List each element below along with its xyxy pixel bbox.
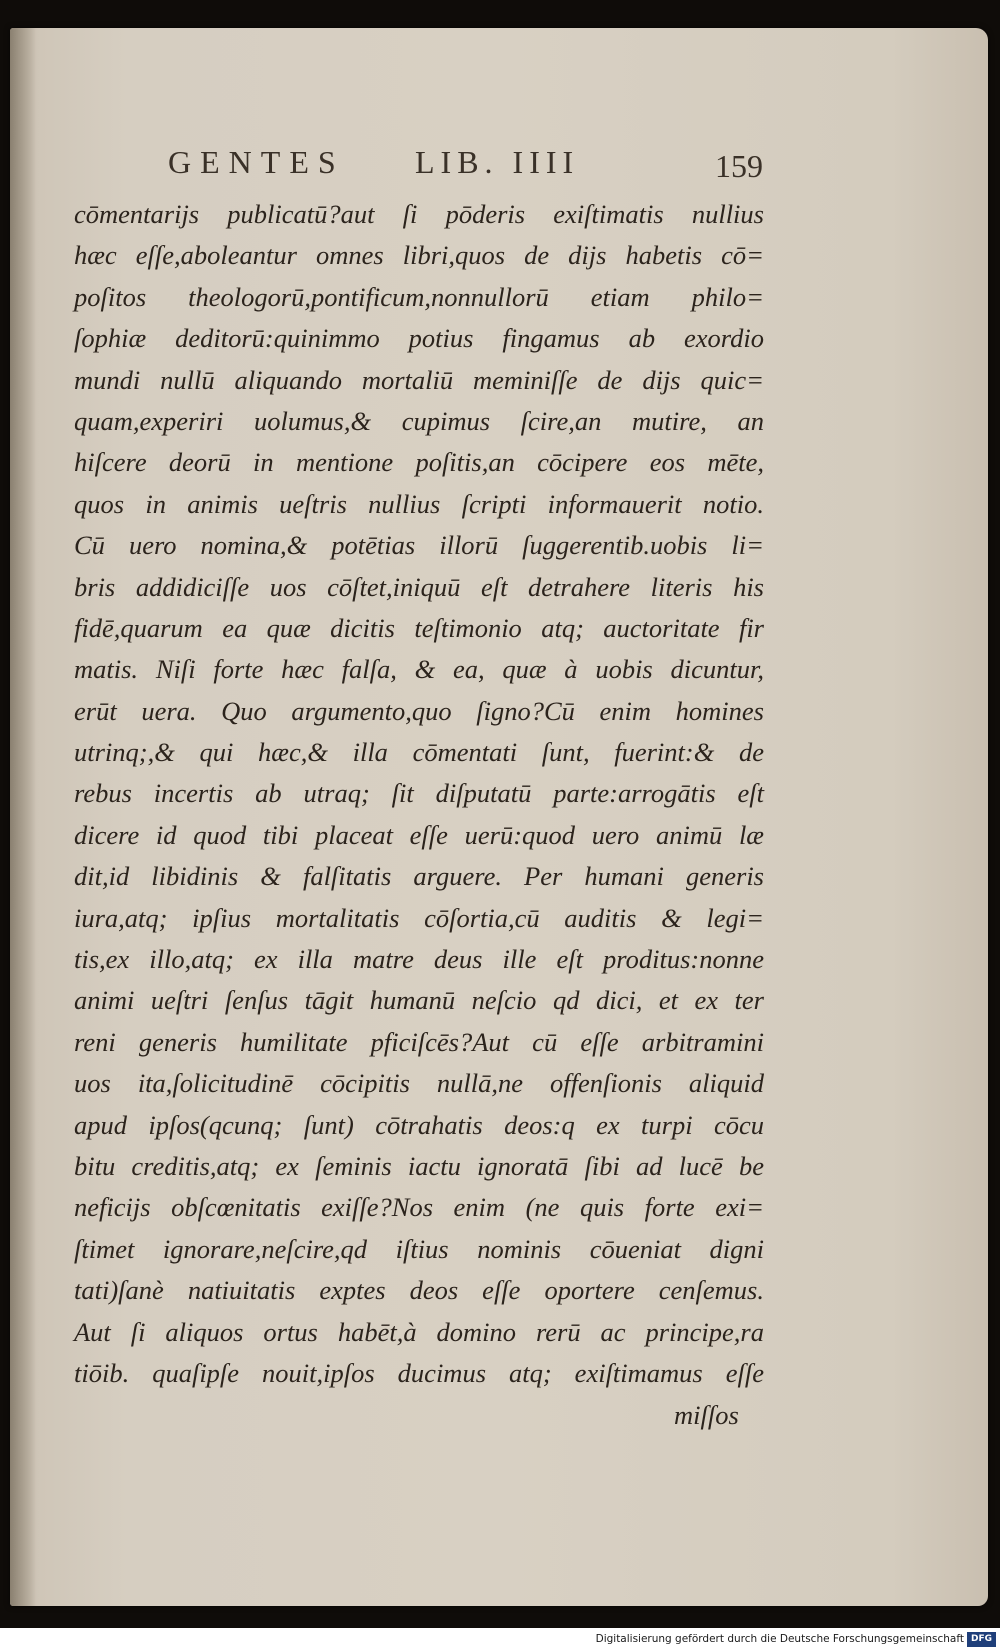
body-text bbox=[74, 194, 764, 1394]
text-line: quam,experiri uolumus,& cupimus ſcire,an mutire, an bbox=[74, 405, 764, 436]
text-line: quos in animis ueſtris nullius ſcripti informauerit notio. bbox=[74, 488, 764, 519]
page-header bbox=[160, 138, 763, 188]
text-line: bitu creditis,atq; ex ſeminis iactu ignoratā ſibi ad lucē be bbox=[74, 1150, 764, 1181]
text-line: neficijs obſcœnitatis exiſſe?Nos enim (ne quis forte exi= bbox=[74, 1192, 764, 1223]
text-line: hiſcere deorū in mentione poſitis,an cōcipere eos mēte, bbox=[74, 447, 764, 478]
text-line: animi ueſtri ſenſus tāgit humanū neſcio qd dici, et ex ter bbox=[74, 985, 764, 1016]
text-line: ſophiæ deditorū:quinimmo potius fingamus ab exordio bbox=[74, 323, 764, 354]
text-line: tati)ſanè natiuitatis exptes deos eſſe oportere cenſemus. bbox=[74, 1275, 764, 1306]
text-line: hæc eſſe,aboleantur omnes libri,quos de dijs habetis cō= bbox=[74, 240, 764, 271]
text-line: utrinq;,& qui hæc,& illa cōmentati ſunt, fuerint:& de bbox=[74, 737, 764, 768]
dfg-logo: DFG bbox=[967, 1632, 996, 1647]
catchword: miſſos bbox=[674, 1400, 739, 1430]
text-line: Aut ſi aliquos ortus habēt,à domino rerū ac principe,ra bbox=[74, 1316, 764, 1347]
page-gutter-shadow bbox=[10, 28, 36, 1606]
text-line: matis. Niſi forte hæc falſa, & ea, quæ à uobis dicuntur, bbox=[74, 654, 764, 685]
text-line: Cū uero nomina,& potētias illorū ſuggerentib.uobis li= bbox=[74, 530, 764, 561]
footer-bar bbox=[0, 1628, 1000, 1652]
text-line: apud ipſos(qcunq; ſunt) cōtrahatis deos:q ex turpi cōcu bbox=[74, 1109, 764, 1140]
text-line: rebus incertis ab utraq; ſit diſputatū parte:arrogātis eſt bbox=[74, 778, 764, 809]
book-label: LIB. IIII bbox=[415, 144, 580, 180]
book-page bbox=[10, 28, 988, 1606]
funding-credit: Digitalisierung gefördert durch die Deutsche Forschungsgemeinschaft bbox=[595, 1633, 964, 1645]
text-line: uos ita,ſolicitudinē cōcipitis nullā,ne offenſionis aliquid bbox=[74, 1068, 764, 1099]
text-line: bris addidiciſſe uos cōſtet,iniquū eſt detrahere literis his bbox=[74, 571, 764, 602]
text-line: tiōib. quaſipſe nouit,ipſos ducimus atq; exiſtimamus eſſe bbox=[74, 1357, 764, 1388]
text-line: cōmentarijs publicatū?aut ſi pōderis exiſtimatis nullius bbox=[74, 199, 764, 229]
text-line: ſtimet ignorare,neſcire,qd iſtius nominis cōueniat digni bbox=[74, 1233, 764, 1264]
text-line: dicere id quod tibi placeat eſſe uerū:quod uero animū læ bbox=[74, 819, 764, 850]
text-line: iura,atq; ipſius mortalitatis cōſortia,cū auditis & legi= bbox=[74, 902, 764, 933]
text-line: mundi nullū aliquando mortaliū meminiſſe de dijs quic= bbox=[74, 364, 764, 395]
page-number: 159 bbox=[715, 148, 763, 184]
text-line: fidē,quarum ea quæ dicitis teſtimonio atq; auctoritate fir bbox=[74, 612, 764, 643]
running-title: GENTES bbox=[168, 144, 345, 180]
text-line: reni generis humilitate pficiſcēs?Aut cū eſſe arbitramini bbox=[74, 1026, 764, 1057]
text-line: dit,id libidinis & falſitatis arguere. Per humani generis bbox=[74, 861, 764, 892]
text-line: erūt uera. Quo argumento,quo ſigno?Cū enim homines bbox=[74, 695, 764, 726]
text-line: tis,ex illo,atq; ex illa matre deus ille eſt proditus:nonne bbox=[74, 944, 764, 975]
text-line: poſitos theologorū,pontificum,nonnullorū etiam philo= bbox=[74, 281, 764, 312]
